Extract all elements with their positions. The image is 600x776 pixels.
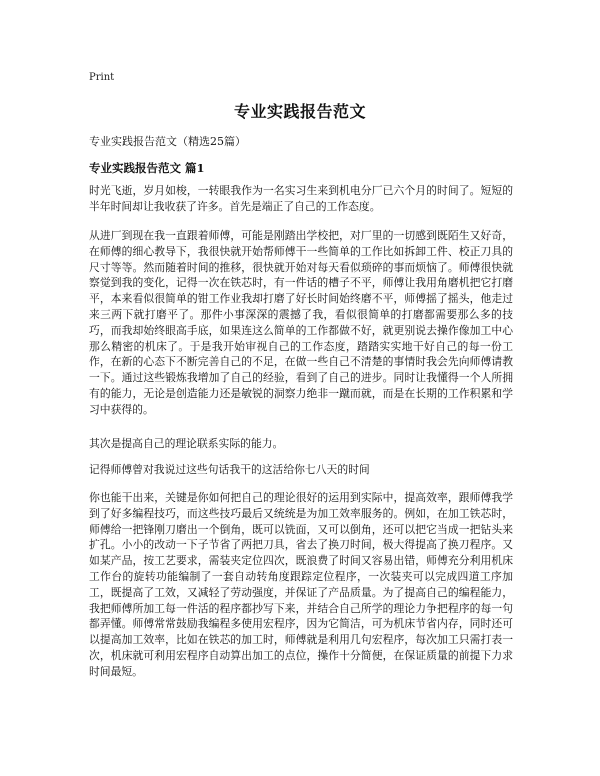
print-link[interactable]: Print [89,72,115,83]
paragraph-mentor-quote: 记得师傅曾对我说过这些句话我干的这活给你七八天的时间 [89,463,370,476]
paragraph-theory-practice: 其次是提高自己的理论联系实际的能力。 [89,437,284,450]
page-title: 专业实践报告范文 [233,102,366,121]
paragraph-intro: 时光飞逝，岁月如梭，一转眼我作为一名实习生来到机电分厂已六个月的时间了。短短的半年时间却让我收获了许多。首先是端正了自己的工作态度。 [89,184,513,213]
paragraph-programming-skills: 你也能干出来，关键是你如何把自己的理论很好的运用到实际中，提高效率，跟师傅我学到了好多编程技巧，而这些技巧最后又统统是为加工效率服务的。例如，在加工铁芯时，师傅给一把锋刚刀磨出一个倒角，既可以铣面，又可以倒角，还可以把它当成一把钻头来扩孔。小小的改动一下子节省了两把刀具，省去了换刀时间，极大得提高了换刀程序。又如某产品，按工艺要求，需装夹定位四次，既浪费了时间又容易出错，师傅充分利用机床工作台的旋转功能编制了一套自动转角度跟踪定位程序，一次装夹可以完成四道工序加工，既提高了工效，又减轻了劳动强度，并保证了产品质量。为了提高自己的编程能力，我把师傅所加工每一件活的程序都抄写下来，并结合自己所学的理论力争把程序的每一句都弄懂。师傅常常鼓励我编程多使用宏程序，因为它简洁，可为机床节省内存，同时还可以提高加工效率，比如在铁芯的加工时，师傅就是利用几句宏程序，每次加工只需打表一次，机床就可利用宏程序自动算出加工的点位，操作十分简便，在保证质量的前提下力求时间最短。 [89,491,513,678]
paragraph-work-attitude: 从进厂到现在我一直跟着师傅，可能是刚踏出学校把，对厂里的一切感到既陌生又好奇，在师傅的细心教导下，我很快就开始帮师傅干一些简单的工作比如拆卸工件、校正刀具的尺寸等等。然而随着时间的推移，很快就开始对每天看似琐碎的事而烦恼了。师傅很快就察觉到我的变化，记得一次在铁芯时，有一件话的槽子不平，师傅让我用角磨机把它打磨平，本来看似很简单的钳工作业我却打磨了好长时间始终磨不平，师傅摇了摇头，他走过来三两下就打磨平了。那件小事深深的震撼了我，看似很简单的打磨都需要那么多的技巧，而我却始终眼高手底，如果连这么简单的工作都做不好，就更别说去操作像加工中心那么精密的机床了。于是我开始审视自己的工作态度，踏踏实实地干好自己的每一份工作，在新的心态下不断完善自己的不足，在做一些自己不清楚的事情时我会先向师傅请教一下。通过这些锻炼我增加了自己的经验，看到了自己的进步。同时让我懂得一个人所拥有的能力，无论是创造能力还是敏锐的洞察力绝非一蹴而就，而是在长期的工作积累和学习中获得的。 [89,229,513,416]
section-heading: 专业实践报告范文 篇1 [89,161,205,175]
document-subtitle: 专业实践报告范文（精选25篇） [89,135,246,148]
